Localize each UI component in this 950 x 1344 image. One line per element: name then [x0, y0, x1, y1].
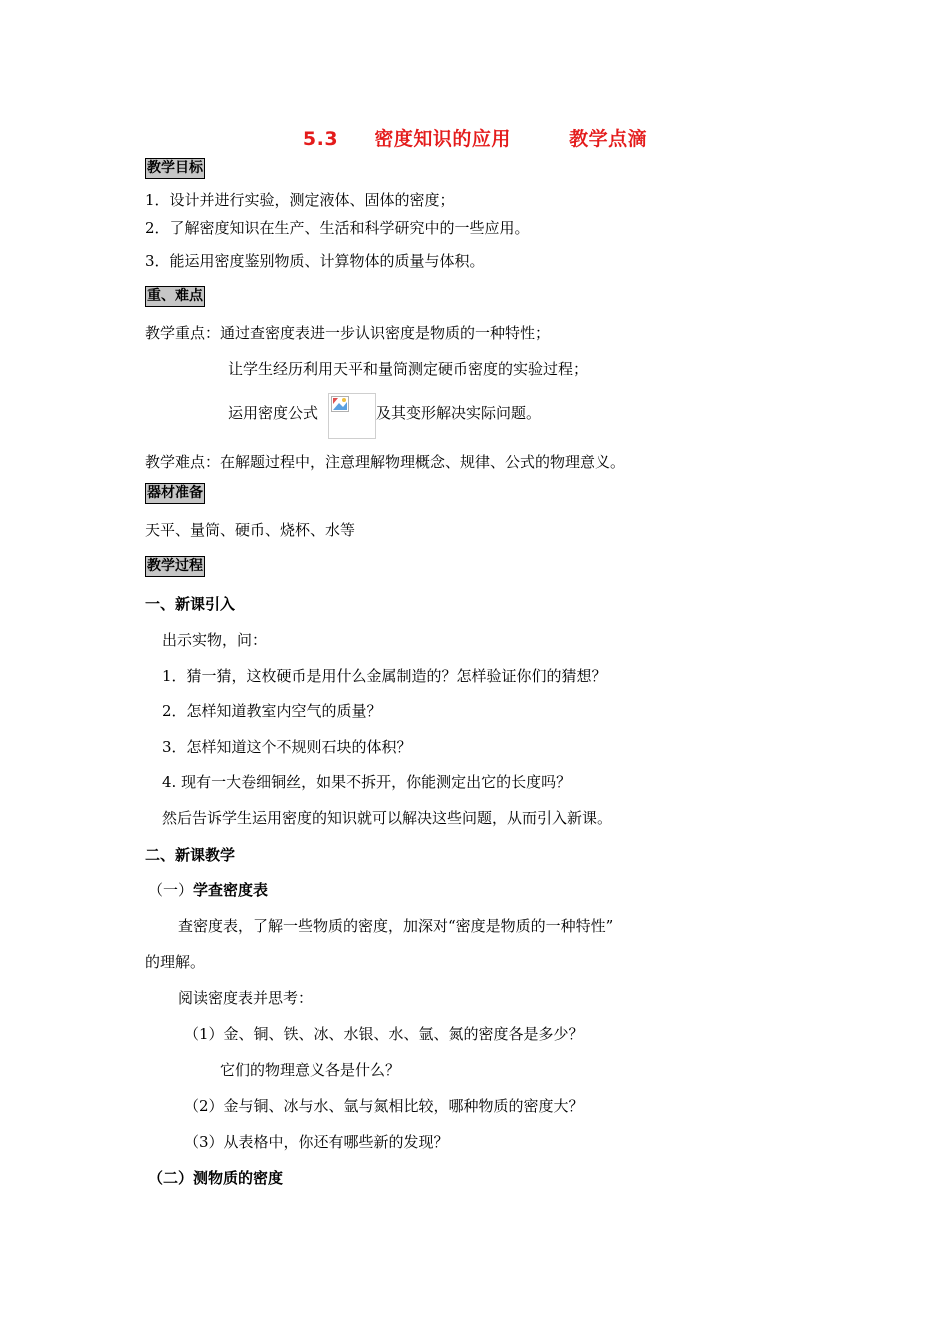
part2-paragraph-1a: 查密度表，了解一些物质的密度，加深对“密度是物质的一种特性”	[178, 917, 614, 935]
part1-question-1: 1．猜一猜，这枚硬币是用什么金属制造的？怎样验证你们的猜想？	[162, 667, 607, 685]
focus-line-3a: 运用密度公式	[228, 404, 319, 422]
part1-heading: 一、新课引入	[145, 595, 236, 613]
page-title	[0, 124, 950, 151]
objective-3: 3．能运用密度鉴别物质、计算物体的质量与体积。	[145, 252, 485, 270]
broken-image-icon	[331, 396, 349, 412]
difficulty-line	[145, 452, 625, 472]
difficulty-label: 教学难点：	[145, 453, 221, 471]
part2-sub1-heading	[148, 880, 268, 900]
part1-intro: 出示实物，问：	[162, 631, 268, 649]
part1-question-3: 3．怎样知道这个不规则石块的体积？	[162, 738, 412, 756]
part2-paragraph-1b: 的理解。	[145, 953, 206, 971]
part2-question-1b: 它们的物理意义各是什么？	[220, 1061, 401, 1079]
part1-conclusion: 然后告诉学生运用密度的知识就可以解决这些问题，从而引入新课。	[162, 809, 613, 827]
section-tag-objectives: 教学目标	[145, 158, 205, 179]
title-main: 密度知识的应用	[374, 128, 511, 150]
part2-question-1a: （1）金、铜、铁、冰、水银、水、氩、氮的密度各是多少？	[184, 1025, 584, 1043]
formula-image-placeholder	[328, 393, 376, 439]
focus-line-2: 让学生经历利用天平和量筒测定硬币密度的实验过程；	[228, 360, 589, 378]
focus-label: 教学重点：	[145, 324, 221, 342]
materials-text: 天平、量筒、硬币、烧杯、水等	[145, 521, 356, 539]
difficulty-text: 在解题过程中，注意理解物理概念、规律、公式的物理意义。	[220, 453, 626, 471]
focus-line-1	[145, 323, 550, 343]
part2-paragraph-2: 阅读密度表并思考：	[178, 989, 314, 1007]
part2-sub1-prefix: （一）	[148, 881, 194, 899]
part2-sub2-heading: （二）测物质的密度	[148, 1169, 284, 1187]
focus-text-1: 通过查密度表进一步认识密度是物质的一种特性；	[220, 324, 551, 342]
title-number: 5.3	[302, 128, 339, 150]
section-tag-materials: 器材准备	[145, 483, 205, 504]
part1-question-2: 2．怎样知道教室内空气的质量？	[162, 702, 382, 720]
part1-question-4: 4. 现有一大卷细铜丝，如果不拆开，你能测定出它的长度吗？	[162, 773, 572, 791]
objective-2: 2．了解密度知识在生产、生活和科学研究中的一些应用。	[145, 219, 530, 237]
title-sub: 教学点滴	[569, 128, 648, 150]
section-tag-process: 教学过程	[145, 556, 205, 577]
part2-sub1-title: 学查密度表	[193, 881, 269, 899]
part2-question-3: （3）从表格中，你还有哪些新的发现？	[184, 1133, 449, 1151]
objective-1: 1．设计并进行实验，测定液体、固体的密度；	[145, 191, 455, 209]
part2-heading: 二、新课教学	[145, 846, 236, 864]
part2-question-2: （2）金与铜、冰与水、氩与氮相比较，哪种物质的密度大？	[184, 1097, 584, 1115]
focus-line-3b: 及其变形解决实际问题。	[376, 404, 542, 422]
section-tag-keypoints: 重、难点	[145, 286, 205, 307]
